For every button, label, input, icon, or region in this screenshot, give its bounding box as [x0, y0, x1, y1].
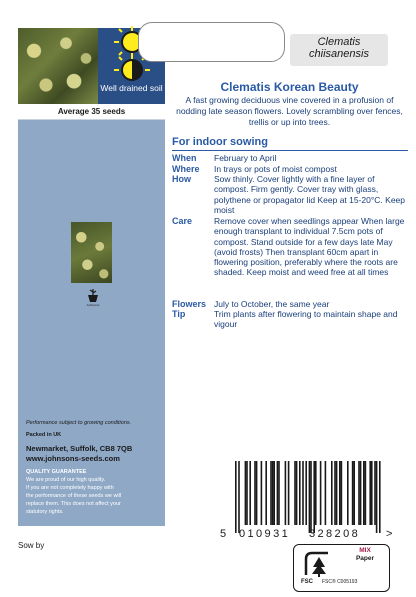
- barcode-bar: [270, 461, 272, 525]
- barcode-bar: [299, 461, 301, 525]
- fsc-mix-label: MIX: [359, 547, 371, 554]
- barcode-bar: [235, 461, 237, 533]
- barcode-bar: [272, 461, 274, 525]
- plant-title: Clematis Korean Beauty: [220, 80, 359, 94]
- barcode-bar: [285, 461, 287, 525]
- barcode-bar: [334, 461, 336, 525]
- barcode-bar: [302, 461, 304, 525]
- barcode-bar: [352, 461, 354, 525]
- guarantee-line: the performance of these seeds we will: [26, 493, 122, 499]
- guarantee-title: QUALITY GUARANTEE: [26, 469, 87, 475]
- barcode-bar: [238, 461, 240, 533]
- barcode-bar: [365, 461, 367, 525]
- barcode-bar: [249, 461, 251, 525]
- barcode-bar: [376, 461, 378, 533]
- barcode-bar: [379, 461, 381, 533]
- barcode-bar: [313, 461, 315, 533]
- barcode-digit-first: 5: [220, 528, 227, 540]
- section-divider: [172, 150, 408, 151]
- latin-name-genus: Clematis: [317, 36, 361, 48]
- barcode-bar: [246, 461, 248, 525]
- flower-photo-small: [71, 222, 112, 283]
- guarantee-line: replace them. This does not affect your: [26, 501, 121, 507]
- barcode-bar: [309, 461, 311, 533]
- barcode-bar: [358, 461, 360, 525]
- seed-count: Average 35 seeds: [18, 104, 165, 120]
- barcode-bar: [278, 461, 280, 525]
- barcode-bar: [336, 461, 338, 525]
- barcode-group-left: 010931: [239, 528, 291, 540]
- barcode-bar: [360, 461, 362, 525]
- plant-description: A fast growing deciduous vine covered in a profusion of nodding late season flowers. Lovely scrambling over fences, trellis or up into trees.: [176, 95, 403, 127]
- barcode-bar: [341, 461, 343, 525]
- fsc-tree-icon: [302, 549, 336, 579]
- section-heading: For indoor sowing: [172, 136, 268, 148]
- barcode-bar: [331, 461, 333, 525]
- barcode-group-right: 328208: [309, 528, 361, 540]
- latin-name-box: [290, 34, 388, 66]
- row-label-care: Care: [172, 216, 193, 226]
- barcode-bar: [288, 461, 290, 525]
- soil-label: Well drained soil: [100, 83, 163, 93]
- row-text-when: February to April: [214, 153, 277, 163]
- barcode-bar: [305, 461, 307, 525]
- barcode-bar: [254, 461, 256, 525]
- latin-name-species: chiisanensis: [309, 48, 369, 60]
- barcode-bar: [371, 461, 373, 525]
- pot-icon: [87, 289, 99, 303]
- barcode-bar: [353, 461, 355, 525]
- barcode-bar: [296, 461, 298, 525]
- row-label-how: How: [172, 174, 191, 184]
- guarantee-line: We are proud of our high quality.: [26, 477, 106, 483]
- barcode-bar: [325, 461, 327, 525]
- row-label-where: Where: [172, 164, 200, 174]
- barcode-bar: [273, 461, 275, 525]
- barcode-bar: [374, 461, 376, 525]
- row-label-when: When: [172, 153, 197, 163]
- barcode-bar: [265, 461, 267, 525]
- guarantee-line: statutory rights.: [26, 509, 64, 515]
- barcode-bar: [256, 461, 258, 525]
- company-website: www.johnsons-seeds.com: [26, 454, 120, 463]
- row-label-flowers: Flowers: [172, 299, 207, 309]
- barcode-bar: [320, 461, 322, 525]
- row-text-how: Sow thinly. Cover lightly with a fine layer of compost. Firm gently. Cover tray with glass, polythene or propagator lid Keep at 15-20°C. Keep moist: [214, 174, 406, 215]
- pot-label: Johnsons: [86, 303, 100, 307]
- barcode-bar: [315, 461, 317, 525]
- sow-by-label: Sow by: [18, 541, 45, 550]
- row-label-tip: Tip: [172, 309, 186, 319]
- barcode-bar: [294, 461, 296, 525]
- barcode-bar: [369, 461, 371, 525]
- barcode-bar: [347, 461, 349, 525]
- barcode-bar: [277, 461, 279, 525]
- barcode-bar: [261, 461, 263, 525]
- company-address: Newmarket, Suffolk, CB8 7QB: [26, 444, 133, 453]
- performance-note: Performance subject to growing conditions.: [26, 420, 132, 426]
- barcode-bar: [245, 461, 247, 525]
- barcode-bar: [339, 461, 341, 525]
- barcode-bar: [310, 461, 312, 533]
- barcode: [231, 461, 383, 535]
- packet-tab: [138, 22, 285, 62]
- row-text-where: In trays or pots of moist compost: [214, 164, 337, 174]
- flower-photo-top: [18, 28, 98, 104]
- row-text-flowers: July to October, the same year: [214, 299, 330, 309]
- guarantee-line: If you are not completely happy with: [26, 485, 114, 491]
- barcode-bar: [363, 461, 365, 525]
- fsc-logo-text: FSC: [301, 579, 313, 585]
- fsc-paper-label: Paper: [355, 555, 375, 562]
- row-text-tip: Trim plants after flowering to maintain shape and vigour: [214, 309, 398, 330]
- row-text-care: Remove cover when seedlings appear When large enough transplant to individual 7.5cm pots of compost. Stand outside for a few days late May (avoid frosts) Then transplant 60cm apart in flowering position, preferably where the roots are shaded. Keep moist and weed free at all times: [214, 216, 405, 278]
- packed-in: Packed in UK: [26, 432, 62, 438]
- barcode-trailing-mark: >: [386, 528, 393, 540]
- fsc-code: FSC® C005193: [322, 579, 358, 585]
